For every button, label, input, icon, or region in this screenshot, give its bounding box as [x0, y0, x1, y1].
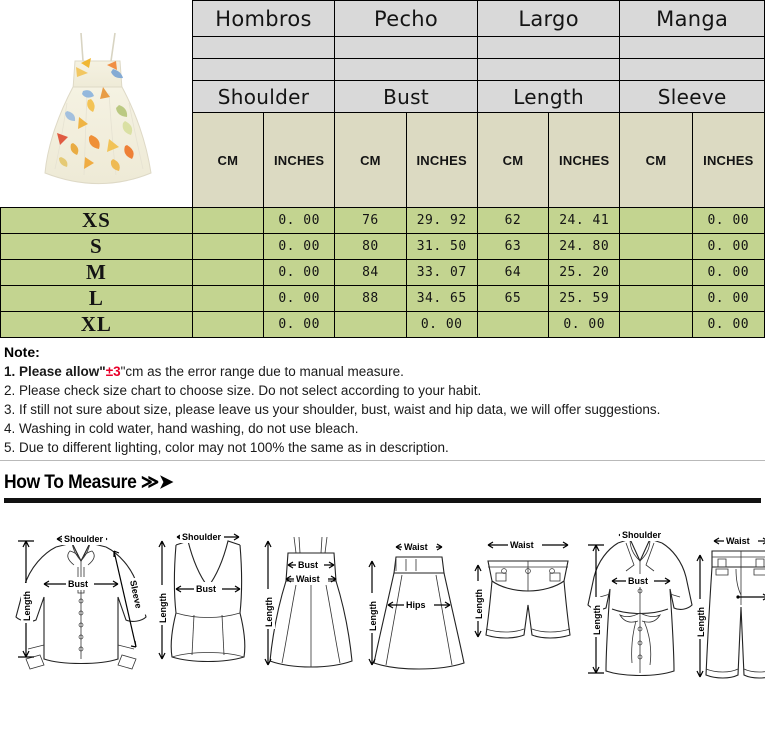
header-es-shoulder: Hombros [192, 1, 335, 37]
label-length: Length [368, 601, 378, 631]
length-inches-value: 0. 00 [549, 312, 620, 338]
sleeve-cm-value [620, 260, 692, 286]
unit-sleeve-inches: INCHES [692, 113, 764, 208]
unit-sleeve-cm: CM [620, 113, 692, 208]
label-bust: Bust [298, 560, 318, 570]
size-label: L [1, 286, 193, 312]
label-length: Length [264, 597, 274, 627]
note-item-3: 3. If still not sure about size, please leave us your shoulder, bust, waist and hip data, we will offer suggestions. [4, 402, 661, 417]
label-shoulder: Shoulder [182, 532, 222, 542]
note-item-1 [4, 362, 761, 381]
label-length: Length [696, 607, 706, 637]
shoulder-cm-value [192, 208, 263, 234]
diagram-coat [582, 509, 694, 689]
length-inches-value: 25. 59 [549, 286, 620, 312]
sleeve-inches-value: 0. 00 [692, 234, 764, 260]
label-waist: Waist [726, 536, 750, 546]
diagram-dress [262, 509, 362, 689]
bust-inches-value: 31. 50 [406, 234, 477, 260]
note-item-5: 5. Due to different lighting, color may not 100% the same as in description. [4, 440, 449, 455]
length-inches-value: 25. 20 [549, 260, 620, 286]
sleeve-inches-value: 0. 00 [692, 260, 764, 286]
bust-inches-value: 34. 65 [406, 286, 477, 312]
label-length: Length [474, 589, 484, 619]
bust-cm-value: 80 [335, 234, 406, 260]
unit-bust-inches: INCHES [406, 113, 477, 208]
sleeve-cm-value [620, 234, 692, 260]
size-chart-table [0, 0, 765, 338]
sleeve-inches-value: 0. 00 [692, 208, 764, 234]
shoulder-cm-value [192, 286, 263, 312]
sleeve-cm-value [620, 208, 692, 234]
table-row [1, 286, 765, 312]
shoulder-cm-value [192, 260, 263, 286]
diagram-camisole [154, 509, 262, 689]
bust-inches-value: 29. 92 [406, 208, 477, 234]
note-section [0, 338, 765, 461]
diagram-blouse [4, 509, 154, 689]
blank-cell [477, 37, 620, 59]
label-length: Length [158, 593, 168, 623]
how-to-measure-section [0, 461, 765, 689]
label-length: Length [22, 591, 32, 621]
header-row-spanish [1, 1, 765, 37]
note-item-1-bold: 1. Please allow" [4, 364, 106, 379]
label-waist: Waist [296, 574, 320, 584]
product-photo-cell [1, 1, 193, 208]
shoulder-inches-value: 0. 00 [264, 286, 335, 312]
sleeve-inches-value: 0. 00 [692, 312, 764, 338]
shoulder-cm-value [192, 234, 263, 260]
bust-inches-value: 0. 00 [406, 312, 477, 338]
size-label: S [1, 234, 193, 260]
label-shoulder: Shoulder [622, 530, 662, 540]
blank-cell [335, 37, 478, 59]
size-label: XL [1, 312, 193, 338]
blank-cell [192, 37, 335, 59]
unit-bust-cm: CM [335, 113, 406, 208]
size-label: XS [1, 208, 193, 234]
blank-cell [477, 59, 620, 81]
shoulder-inches-value: 0. 00 [264, 260, 335, 286]
label-waist: Waist [510, 540, 534, 550]
label-hips: Hips [406, 600, 426, 610]
table-row [1, 208, 765, 234]
label-waist: Waist [404, 542, 428, 552]
measurement-diagrams [4, 503, 761, 689]
dress-illustration [21, 17, 171, 192]
shoulder-cm-value [192, 312, 263, 338]
shoulder-inches-value: 0. 00 [264, 208, 335, 234]
diagram-skirt [362, 509, 472, 689]
table-row [1, 312, 765, 338]
length-cm-value: 64 [477, 260, 548, 286]
note-item-2: 2. Please check size chart to choose size. Do not select according to your habit. [4, 383, 482, 398]
bust-cm-value: 76 [335, 208, 406, 234]
note-item-1-rest: "cm as the error range due to manual measure. [120, 364, 404, 379]
length-cm-value [477, 312, 548, 338]
header-en-bust: Bust [335, 81, 478, 113]
bust-inches-value: 33. 07 [406, 260, 477, 286]
bust-cm-value: 88 [335, 286, 406, 312]
length-cm-value: 65 [477, 286, 548, 312]
header-es-sleeve: Manga [620, 1, 765, 37]
shoulder-inches-value: 0. 00 [264, 312, 335, 338]
note-item-4: 4. Washing in cold water, hand washing, do not use bleach. [4, 421, 359, 436]
size-label: M [1, 260, 193, 286]
note-title: Note: [4, 344, 40, 360]
blank-cell [620, 59, 765, 81]
blank-cell [620, 37, 765, 59]
unit-length-inches: INCHES [549, 113, 620, 208]
table-row [1, 260, 765, 286]
unit-shoulder-cm: CM [192, 113, 263, 208]
sleeve-cm-value [620, 286, 692, 312]
bust-cm-value: 84 [335, 260, 406, 286]
label-sleeve: Sleeve [128, 579, 144, 610]
header-en-sleeve: Sleeve [620, 81, 765, 113]
label-bust: Bust [628, 576, 648, 586]
sleeve-inches-value: 0. 00 [692, 286, 764, 312]
label-length: Length [592, 605, 602, 635]
length-inches-value: 24. 41 [549, 208, 620, 234]
length-cm-value: 63 [477, 234, 548, 260]
note-tolerance-value: ±3 [105, 364, 121, 379]
unit-length-cm: CM [477, 113, 548, 208]
table-row [1, 234, 765, 260]
unit-shoulder-inches: INCHES [264, 113, 335, 208]
sleeve-cm-value [620, 312, 692, 338]
header-en-length: Length [477, 81, 620, 113]
product-photo [1, 6, 190, 203]
label-bust: Bust [196, 584, 216, 594]
bust-cm-value [335, 312, 406, 338]
header-es-bust: Pecho [335, 1, 478, 37]
how-to-measure-title: How To Measure ≫➤ [4, 472, 174, 493]
length-inches-value: 24. 80 [549, 234, 620, 260]
length-cm-value: 62 [477, 208, 548, 234]
diagram-shorts [472, 509, 582, 689]
blank-cell [192, 59, 335, 81]
header-en-shoulder: Shoulder [192, 81, 335, 113]
diagram-trousers [694, 509, 765, 689]
blank-cell [335, 59, 478, 81]
label-shoulder: Shoulder [64, 534, 104, 544]
shoulder-inches-value: 0. 00 [264, 234, 335, 260]
label-bust: Bust [68, 579, 88, 589]
header-es-length: Largo [477, 1, 620, 37]
